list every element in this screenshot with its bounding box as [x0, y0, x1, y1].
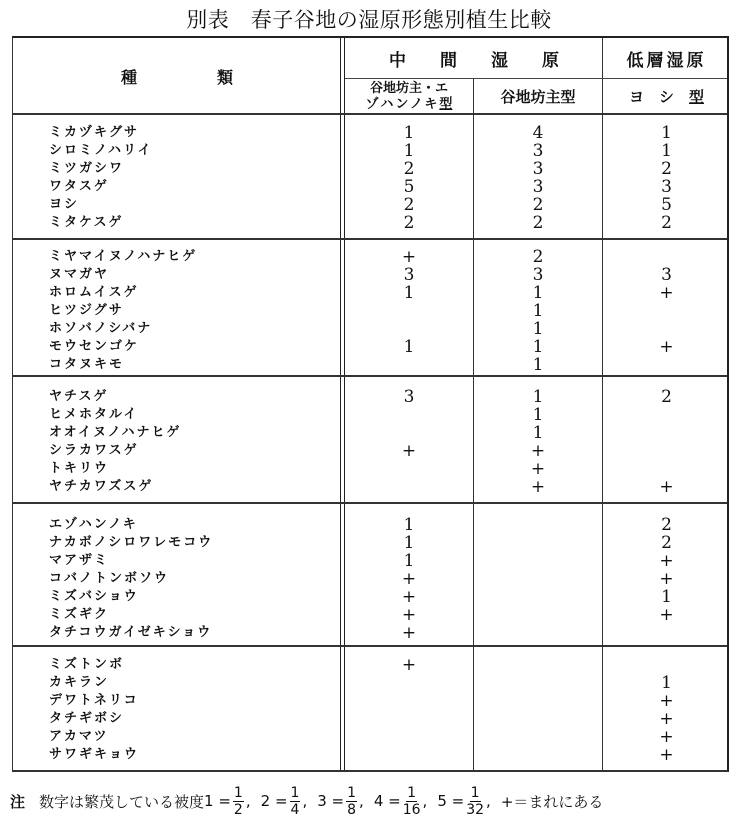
species-name: ミツガシワ: [49, 161, 125, 176]
species-name: ヤチスゲ: [49, 389, 109, 404]
cell-value: 1: [532, 337, 544, 357]
cell-value: 2: [661, 533, 672, 553]
cell-value: 1: [532, 319, 544, 339]
species-name: ミヤマイヌノハナヒゲ: [49, 249, 198, 264]
table-row: [13, 442, 730, 460]
cell-value: 5: [661, 195, 672, 215]
cell-value: 1: [532, 355, 544, 375]
cell-value: 1: [661, 673, 672, 693]
fraction-numerator: 1: [407, 784, 417, 801]
table-row: [13, 588, 730, 606]
page-title: 別表 春子谷地の湿原形態別植生比較: [186, 8, 552, 32]
cell-value: +: [659, 569, 674, 589]
fraction-denominator: 2: [233, 801, 243, 818]
species-name: ヒツジグサ: [49, 303, 124, 318]
header-sub3-suffix: 型: [689, 88, 705, 106]
header-low-marsh: 低層湿原: [626, 50, 707, 71]
header-yoshi-type: [603, 78, 730, 115]
species-name: エゾハンノキ: [49, 517, 138, 532]
species-name: カキラン: [49, 675, 110, 690]
cell-value: 1: [403, 141, 415, 161]
species-name: シラカワスゲ: [49, 443, 139, 458]
header-sub1-line2: ゾハンノキ: [365, 96, 440, 112]
cell-value: 1: [403, 283, 415, 303]
table-row: [13, 728, 730, 746]
header-intermediate-marsh: 中 間 湿 原: [389, 50, 559, 71]
cell-value: +: [401, 655, 417, 675]
table-row: [13, 142, 730, 160]
table-row: [13, 692, 730, 710]
species-name: デワトネリコ: [49, 693, 139, 708]
table-row: [13, 606, 730, 624]
fraction-denominator: 8: [347, 801, 357, 818]
scale-item: 2 = $\frac{1}{4}$ ,: [260, 784, 308, 818]
table-row: [13, 534, 730, 552]
table-row: [13, 460, 730, 478]
fraction-numerator: 1: [347, 784, 357, 801]
species-name: ホソバノシバナ: [49, 321, 153, 336]
species-name: トキリウ: [49, 461, 110, 476]
cell-value: 1: [403, 533, 415, 553]
cell-value: 3: [661, 265, 672, 285]
species-name: オオイヌノハナヒゲ: [49, 425, 182, 440]
cell-value: +: [530, 441, 546, 461]
cell-value: 1: [403, 123, 415, 143]
cell-value: 1: [661, 587, 672, 607]
cell-value: 1: [532, 423, 544, 443]
fraction-numerator: 1: [290, 784, 300, 801]
table-row: [13, 266, 730, 284]
species-name: タチコウガイゼキショウ: [49, 625, 213, 640]
cell-value: 1: [403, 337, 415, 357]
plus-meaning: +＝まれにある: [500, 792, 604, 811]
species-name: モウセンゴケ: [49, 339, 140, 354]
table-row: [13, 356, 730, 374]
table-row: [13, 248, 730, 266]
table-row: [13, 196, 730, 214]
section-divider: [13, 502, 727, 504]
fraction-denominator: 4: [290, 801, 300, 818]
cell-value: 1: [532, 405, 544, 425]
cell-value: 3: [532, 177, 544, 197]
cell-value: +: [401, 247, 417, 267]
species-name: マアザミ: [49, 553, 110, 568]
cell-value: +: [401, 569, 417, 589]
table-row: [13, 284, 730, 302]
species-name: ミカヅキグサ: [49, 125, 140, 140]
cell-value: 3: [661, 177, 672, 197]
table-row: [13, 624, 730, 642]
table-row: [13, 302, 730, 320]
cell-value: 5: [403, 177, 415, 197]
cell-value: 3: [403, 387, 415, 407]
species-name: コタヌキモ: [49, 357, 125, 372]
species-name: ヒメホタルイ: [49, 407, 139, 422]
fraction: [290, 785, 301, 818]
cell-value: 3: [532, 141, 544, 161]
fraction: [403, 785, 421, 818]
cell-value: 2: [403, 195, 415, 215]
cell-value: 3: [403, 265, 415, 285]
cell-value: +: [659, 551, 674, 571]
scale-item: 3 = $\frac{1}{8}$ ,: [317, 784, 364, 818]
table-row: [13, 710, 730, 728]
cell-value: 3: [532, 265, 544, 285]
header-sub1-suffix: 型: [439, 96, 453, 112]
section-divider: [13, 238, 727, 240]
cell-value: +: [659, 727, 674, 747]
cell-value: 4: [532, 123, 544, 143]
species-name: ホロムイスゲ: [49, 285, 139, 300]
fraction-numerator: 1: [233, 784, 243, 801]
cell-value: 1: [532, 387, 544, 407]
cell-value: 1: [403, 551, 415, 571]
scale-item: 1 = $\frac{1}{2}$ ,: [204, 784, 251, 818]
table-row: [13, 478, 730, 496]
table-row: [13, 214, 730, 232]
table-row: [13, 674, 730, 692]
cell-value: +: [401, 623, 417, 643]
header-species: 種 類: [120, 68, 233, 87]
cell-value: +: [401, 441, 417, 461]
cell-value: +: [659, 283, 674, 303]
cell-value: +: [659, 745, 674, 765]
cell-value: +: [530, 477, 546, 497]
species-name: ヨシ: [49, 197, 80, 212]
fraction: [346, 785, 357, 818]
cell-value: 2: [661, 213, 672, 233]
cell-value: +: [659, 691, 674, 711]
cell-value: 1: [403, 515, 415, 535]
section-divider: [13, 375, 727, 377]
footnote: [10, 780, 738, 822]
scale-item: 5 = $\frac{1}{32}$ ,: [437, 784, 491, 818]
cell-value: 1: [661, 123, 672, 143]
footnote-label: 注: [10, 792, 26, 811]
cell-value: +: [659, 605, 674, 625]
table-row: [13, 178, 730, 196]
cell-value: 2: [403, 213, 415, 233]
fraction: [233, 785, 244, 818]
species-name: シロミノハリイ: [49, 143, 153, 158]
species-name: ヤチカワズスゲ: [49, 479, 154, 494]
cell-value: +: [530, 459, 546, 479]
fraction-denominator: 16: [402, 801, 421, 818]
cell-value: 2: [532, 195, 544, 215]
fraction-denominator: 32: [466, 801, 485, 818]
vegetation-comparison-table: [12, 36, 729, 772]
table-row: [13, 424, 730, 442]
header-sub1-line1: 谷地坊主・エ: [369, 80, 448, 96]
header-yachibozu-ezohannoki-type: [345, 78, 473, 115]
cell-value: 1: [532, 301, 544, 321]
species-name: ナカボノシロワレモコウ: [49, 535, 214, 550]
scale-key: 1: [204, 792, 214, 810]
table-row: [13, 160, 730, 178]
species-name: アカマツ: [49, 729, 109, 744]
footnote-text: 数字は繁茂している被度: [39, 792, 205, 811]
species-name: コバノトンボソウ: [49, 571, 170, 586]
fraction-numerator: 1: [470, 784, 480, 801]
header-yachibozu-type: 谷地坊主型: [500, 88, 576, 106]
scale-key: 5: [437, 792, 447, 810]
cell-value: +: [401, 605, 417, 625]
scale-key: 3: [317, 792, 327, 810]
table-row: [13, 516, 730, 534]
species-name: ミズバショウ: [49, 589, 139, 604]
cell-value: 2: [403, 159, 415, 179]
cell-value: +: [659, 337, 674, 357]
cell-value: 2: [661, 159, 672, 179]
cell-value: 2: [661, 387, 672, 407]
table-row: [13, 406, 730, 424]
cell-value: 2: [532, 247, 544, 267]
table-row: [13, 388, 730, 406]
cell-value: 2: [532, 213, 544, 233]
scale-key: 4: [373, 792, 384, 810]
table-row: [13, 570, 730, 588]
species-name: ミズトンボ: [49, 657, 125, 672]
scale-item: 4 = $\frac{1}{16}$ ,: [373, 784, 428, 818]
section-divider: [13, 645, 727, 647]
header-sub3-prefix: ヨ シ: [628, 88, 689, 106]
cell-value: 1: [532, 283, 544, 303]
table-row: [13, 552, 730, 570]
species-name: ミタケスゲ: [49, 215, 124, 230]
table-row: [13, 746, 730, 764]
table-row: [13, 338, 730, 356]
species-name: ミズギク: [49, 607, 110, 622]
table-row: [13, 124, 730, 142]
species-name: サワギキョウ: [49, 747, 140, 762]
table-row: [13, 320, 730, 338]
cell-value: 2: [661, 515, 672, 535]
table-row: [13, 656, 730, 674]
species-name: ワタスゲ: [49, 179, 109, 194]
species-name: ヌマガヤ: [49, 267, 110, 282]
cell-value: +: [659, 477, 674, 497]
scale-key: 2: [260, 792, 271, 810]
cell-value: +: [659, 709, 674, 729]
fraction: [466, 785, 484, 818]
cell-value: 3: [532, 159, 544, 179]
cell-value: +: [401, 587, 417, 607]
species-name: タチギボシ: [49, 711, 125, 726]
cell-value: 1: [661, 141, 672, 161]
